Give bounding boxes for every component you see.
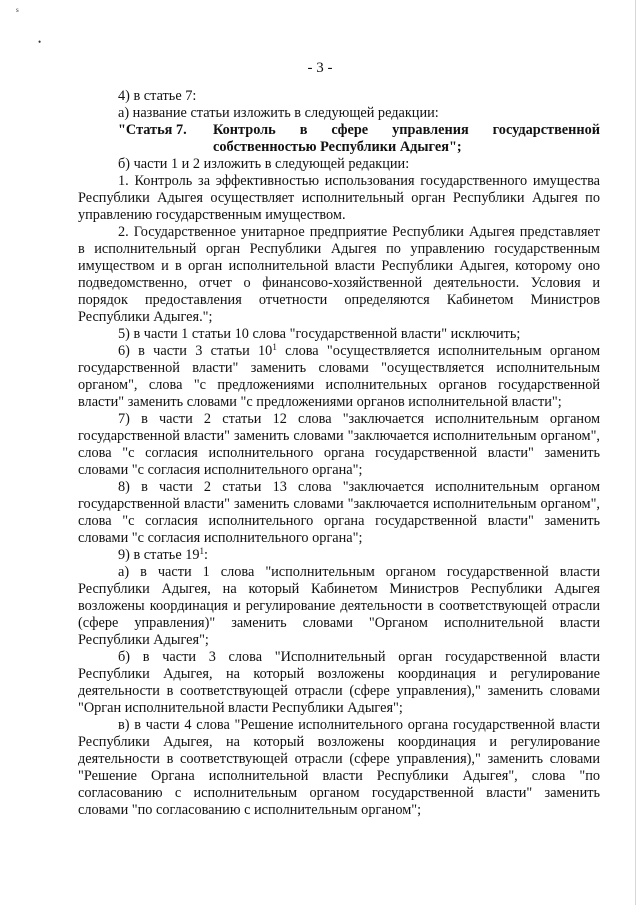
item-6-superscript: 1 [272, 342, 277, 352]
item-6 [78, 343, 600, 411]
article-7-title: Контроль в сфере управления государственной собственностью Республики Адыгея"; [213, 122, 600, 155]
item-9-start: 9) в статье 19 [118, 547, 200, 563]
item-9-intro [78, 547, 600, 564]
page-number: - 3 - [307, 60, 333, 76]
item-7: 7) в части 2 статьи 12 слова "заключается исполнительным органом государственной власти" заменить словами "заключается исполнительным органом", слова "с согласия исполнительного органа государственной власти" заменить словами "с согласия исполнительного органа"; [78, 411, 600, 478]
document-body [78, 88, 600, 819]
corner-mark: s [16, 6, 19, 14]
article-7-part-1: 1. Контроль за эффективностью использования государственного имущества Республики Адыгея осуществляет исполнительный орган Республики Адыгея по управлению государственным имуществом. [78, 173, 600, 223]
item-6-start: 6) в части 3 статьи 10 [118, 343, 273, 359]
corner-dot: • [38, 37, 42, 47]
item-9-sub-c: в) в части 4 слова "Решение исполнительного органа государственной власти Республики Адыгея, на который возложены координация и регулирование деятельности в соответствующей отрасли (сфере управления)," заменить словами "Решение Органа исполнительной власти Республики Адыгея", слова "по согласованию с исполнительным органом государственной власти" заменить словами "по согласованию с исполнительным органом"; [78, 717, 600, 818]
article-7-heading [78, 122, 600, 156]
scan-edge-line [635, 0, 636, 905]
item-5: 5) в части 1 статьи 10 слова "государственной власти" исключить; [118, 326, 521, 342]
item-9-sub-b: б) в части 3 слова "Исполнительный орган государственной власти Республики Адыгея, на который возложены координация и регулирование деятельности в соответствующей отрасли (сфере управления)," заменить словами "Орган исполнительной власти Республики Адыгея"; [78, 649, 600, 716]
item-9-superscript: 1 [199, 546, 205, 556]
item-9-colon: : [204, 547, 209, 563]
item-4-sub-a: а) название статьи изложить в следующей редакции: [118, 105, 439, 121]
item-4-sub-b: б) части 1 и 2 изложить в следующей редакции: [118, 156, 410, 172]
item-9-sub-a: а) в части 1 слова "исполнительным органом государственной власти Республики Адыгея, на который Кабинетом Министров Республики Адыгея возложены координация и регулирование деятельности в соответствующей отрасли (сфере управления)" заменить словами "Органом исполнительной власти Республики Адыгея"; [78, 564, 600, 648]
article-7-part-2: 2. Государственное унитарное предприятие Республики Адыгея представляет в исполнительный орган Республики Адыгея по управлению государственным имуществом и в орган исполнительной власти Республики Адыгея, которому оно подведомственно, отчет о финансово-хозяйственной деятельности. Условия и порядок предоставления отчетности определяются Кабинетом Министров Республики Адыгея."; [78, 224, 600, 325]
item-4-intro: 4) в статье 7: [118, 88, 197, 104]
item-8: 8) в части 2 статьи 13 слова "заключается исполнительным органом государственной власти" заменить словами "заключается исполнительным органом", слова "с согласия исполнительного органа государственной власти" заменить словами "с согласия исполнительного органа"; [78, 479, 600, 546]
article-7-label: "Статья 7. [118, 122, 187, 138]
item-6-rest: слова "осуществляется исполнительным органом государственной власти" заменить словами "осуществляется исполнительным органом", слова "с предложениями исполнительных органов государственной власти" заменить словами "с предложениями органов исполнительной власти"; [78, 343, 600, 410]
